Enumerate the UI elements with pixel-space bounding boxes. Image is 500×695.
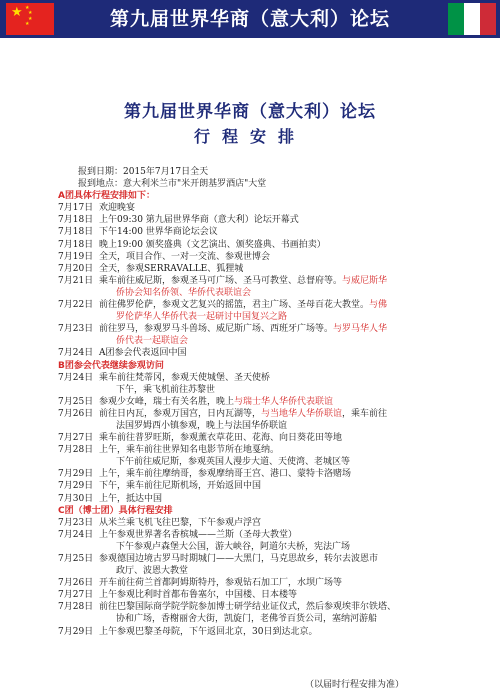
itinerary-desc bbox=[99, 468, 351, 480]
itinerary-date: 7月26日 bbox=[58, 578, 94, 589]
page-subtitle: 行程安排 bbox=[193, 127, 306, 146]
itinerary-row bbox=[58, 553, 478, 565]
itinerary-date: 7月17日 bbox=[58, 203, 94, 214]
itinerary-row bbox=[58, 589, 478, 601]
itinerary-date: 7月29日 bbox=[58, 626, 94, 637]
itinerary-text: 上午，乘车前往世界知名电影节所在地戛纳。 bbox=[99, 445, 280, 456]
itinerary-desc bbox=[99, 493, 162, 505]
banner-title: 第九届世界华商（意大利）论坛 bbox=[109, 8, 390, 30]
itinerary-highlight: 与当地华人华侨联谊 bbox=[261, 408, 343, 419]
itinerary-text: 乘车前往威尼斯，参观圣马可广场、圣马可教堂、总督府等。 bbox=[99, 275, 343, 286]
continuation-highlight: 侨协会知名侨领、华侨代表联谊会 bbox=[116, 287, 252, 298]
itinerary-continuation bbox=[58, 565, 478, 577]
itinerary-date: 7月24日 bbox=[58, 372, 94, 383]
section-heading: B团参会代表继续参观访问 bbox=[58, 360, 164, 371]
itinerary-date: 7月29日 bbox=[58, 469, 94, 480]
itinerary-row bbox=[58, 323, 478, 335]
itinerary-desc bbox=[99, 480, 261, 492]
itinerary-row bbox=[58, 493, 478, 505]
report-place: 报到地点：意大利米兰市"米开朗基罗酒店"大堂 bbox=[78, 179, 267, 190]
itinerary-row bbox=[58, 432, 478, 444]
itinerary-date: 7月23日 bbox=[58, 324, 94, 335]
itinerary-desc bbox=[99, 323, 387, 335]
itinerary-desc bbox=[99, 517, 261, 529]
itinerary-row bbox=[58, 601, 478, 613]
page-title: 第九届世界华商（意大利）论坛 bbox=[124, 102, 376, 122]
itinerary-row bbox=[58, 529, 478, 541]
itinerary-row bbox=[58, 275, 478, 287]
itinerary-text: 参观少女峰，瑞士有关名胜，晚上 bbox=[99, 396, 235, 407]
itinerary-desc bbox=[99, 275, 387, 287]
section-heading: C团（博士团）具体行程安排 bbox=[58, 505, 173, 516]
itinerary-highlight: 与威尼斯华 bbox=[342, 275, 388, 286]
itinerary-text-tail: ，乘车前往 bbox=[342, 408, 388, 419]
itinerary-continuation bbox=[58, 613, 478, 625]
itinerary-text: A团参会代表返回中国 bbox=[99, 348, 187, 359]
itinerary-text: 全天，参观SERRAVALLE、狐狸城 bbox=[99, 263, 244, 274]
itinerary-row bbox=[58, 577, 478, 589]
itinerary-date: 7月25日 bbox=[58, 396, 94, 407]
continuation-text: 协和广场，香榭丽舍大街，凯旋门，老佛爷百货公司，塞纳河游船 bbox=[116, 614, 378, 625]
itinerary-row bbox=[58, 468, 478, 480]
itinerary-continuation bbox=[58, 420, 478, 432]
itinerary-date: 7月19日 bbox=[58, 251, 94, 262]
itinerary-desc bbox=[99, 239, 326, 251]
itinerary-desc bbox=[99, 372, 270, 384]
itinerary-text: 下午，乘车前往尼斯机场，开始返回中国 bbox=[99, 481, 262, 492]
itinerary-row bbox=[58, 347, 478, 359]
itinerary-continuation bbox=[58, 384, 478, 396]
itinerary-row bbox=[58, 444, 478, 456]
itinerary-date: 7月18日 bbox=[58, 239, 94, 250]
itinerary-desc bbox=[99, 589, 297, 601]
itinerary-text: 参观德国边境古罗马时期城门——大黑门，马克思故乡，转尔去波恩市 bbox=[99, 554, 379, 564]
itinerary-row bbox=[58, 239, 478, 251]
itinerary-date: 7月28日 bbox=[58, 445, 94, 456]
itinerary-desc bbox=[99, 202, 135, 214]
itinerary-row bbox=[58, 372, 478, 384]
itinerary-row bbox=[58, 408, 478, 420]
itinerary-sections bbox=[58, 190, 478, 637]
itinerary-text: 下午14:00 世界华商论坛会议 bbox=[99, 227, 218, 238]
itinerary-date: 7月23日 bbox=[58, 517, 94, 528]
itinerary-text: 开车前往荷兰首都阿姆斯特丹，参观钻石加工厂，水坝广场等 bbox=[99, 578, 343, 589]
itinerary-row bbox=[58, 214, 478, 226]
itinerary-text: 前往日内瓦，参观万国宫，日内瓦湖等， bbox=[99, 408, 262, 419]
itinerary-date: 7月28日 bbox=[58, 602, 94, 613]
china-flag-icon: ★ ★ ★ ★ ★ bbox=[6, 3, 54, 35]
itinerary-desc bbox=[99, 553, 378, 565]
itinerary-continuation bbox=[58, 311, 478, 323]
continuation-text: 下午，乘飞机前往苏黎世 bbox=[116, 384, 216, 395]
itinerary-row bbox=[58, 626, 478, 638]
itinerary-highlight: 与佛 bbox=[369, 300, 388, 311]
itinerary-row bbox=[58, 226, 478, 238]
itinerary-desc bbox=[99, 263, 243, 275]
header-banner bbox=[0, 0, 500, 38]
itinerary-desc bbox=[99, 408, 387, 420]
itinerary-text: 上午，抵达中国 bbox=[99, 493, 163, 504]
continuation-text: 下午参观卢森堡大公国，游大峡谷，阿道尔夫桥，宪法广场 bbox=[116, 541, 351, 552]
itinerary-desc bbox=[99, 601, 396, 613]
itinerary-text: 上午参观巴黎圣母院，下午返回北京，30日到达北京。 bbox=[99, 626, 318, 637]
itinerary-continuation bbox=[58, 287, 478, 299]
itinerary-date: 7月30日 bbox=[58, 493, 94, 504]
itinerary-text: 上午参观比利时首都布鲁塞尔，中国楼、日本楼等 bbox=[99, 590, 298, 601]
itinerary-highlight: 与罗马华人华 bbox=[333, 324, 388, 335]
itinerary-desc bbox=[99, 214, 299, 226]
itinerary-row bbox=[58, 251, 478, 263]
itinerary-date: 7月24日 bbox=[58, 348, 94, 359]
itinerary-date: 7月21日 bbox=[58, 275, 94, 286]
itinerary-text: 上午参观世界著名香槟城——兰斯（圣母大教堂） bbox=[99, 529, 298, 540]
itinerary-desc bbox=[99, 444, 279, 456]
itinerary-text: 晚上19:00 颁奖盛典（文艺演出、颁奖盛典、书画拍卖） bbox=[99, 239, 326, 250]
itinerary-date: 7月27日 bbox=[58, 590, 94, 601]
section-heading: A团具体行程安排如下： bbox=[58, 191, 155, 202]
itinerary-text: 前往佛罗伦萨，参观文艺复兴的摇篮，君主广场、圣母百花大教堂。 bbox=[99, 300, 370, 311]
itinerary-row bbox=[58, 263, 478, 275]
itinerary-continuation bbox=[58, 335, 478, 347]
itinerary-text: 欢迎晚宴 bbox=[99, 203, 136, 214]
itinerary-continuation bbox=[58, 456, 478, 468]
itinerary-row bbox=[58, 480, 478, 492]
itinerary-row bbox=[58, 299, 478, 311]
itinerary-date: 7月18日 bbox=[58, 215, 94, 226]
itinerary-row bbox=[58, 202, 478, 214]
continuation-text: 政厅、波恩大教堂 bbox=[116, 566, 189, 577]
itinerary-desc bbox=[99, 577, 342, 589]
footer-note: （以届时行程安排为准） bbox=[304, 680, 404, 690]
itinerary-desc bbox=[99, 396, 333, 408]
itinerary-row bbox=[58, 517, 478, 529]
itinerary-date: 7月24日 bbox=[58, 529, 94, 540]
itinerary-text: 上午09:30 第九届世界华商（意大利）论坛开幕式 bbox=[99, 215, 299, 226]
itinerary-desc bbox=[99, 529, 297, 541]
continuation-text: 下午前往威尼斯，参观英国人漫步大道、天使湾、老城区等 bbox=[116, 457, 351, 468]
continuation-text: 法国罗姆西小镇参观，晚上与法国华侨联谊 bbox=[116, 420, 288, 431]
itinerary-date: 7月25日 bbox=[58, 554, 94, 564]
itinerary-row bbox=[58, 396, 478, 408]
itinerary-date: 7月22日 bbox=[58, 300, 94, 311]
itinerary bbox=[58, 166, 478, 638]
itinerary-continuation bbox=[58, 541, 478, 553]
italy-flag-icon bbox=[448, 3, 496, 35]
itinerary-desc bbox=[99, 432, 342, 444]
continuation-highlight: 罗伦萨华人华侨代表一起研讨中国复兴之路 bbox=[116, 312, 288, 323]
itinerary-text: 前往巴黎国际商学院学院参加博士研学结业证仪式，然后参观埃菲尔铁塔、 bbox=[99, 602, 397, 613]
itinerary-text: 全天，项目合作、一对一交流、参观世博会 bbox=[99, 251, 271, 262]
itinerary-date: 7月29日 bbox=[58, 481, 94, 492]
itinerary-text: 前往罗马，参观罗马斗兽场、威尼斯广场、西班牙广场等。 bbox=[99, 324, 334, 335]
itinerary-desc bbox=[99, 299, 387, 311]
itinerary-text: 乘车前往梵蒂冈，参观天使城堡、圣天使桥 bbox=[99, 372, 271, 383]
itinerary-desc bbox=[99, 251, 270, 263]
itinerary-date: 7月18日 bbox=[58, 227, 94, 238]
continuation-highlight: 侨代表一起联谊会 bbox=[116, 336, 189, 347]
itinerary-text: 从米兰乘飞机飞往巴黎，下午参观卢浮宫 bbox=[99, 517, 262, 528]
itinerary-date: 7月27日 bbox=[58, 433, 94, 444]
itinerary-desc bbox=[99, 226, 218, 238]
itinerary-text: 上午，乘车前往摩纳哥，参观摩纳哥王宫、港口、蒙特卡洛赌场 bbox=[99, 469, 352, 480]
itinerary-text: 乘车前往普罗旺斯，参观薰衣草花田、花海、向日葵花田等地 bbox=[99, 433, 343, 444]
itinerary-highlight: 与瑞士华人华侨代表联谊 bbox=[234, 396, 334, 407]
itinerary-date: 7月26日 bbox=[58, 408, 94, 419]
report-date: 报到日期：2015年7月17日全天 bbox=[78, 167, 209, 177]
itinerary-desc bbox=[99, 626, 317, 638]
itinerary-desc bbox=[99, 347, 187, 359]
itinerary-date: 7月20日 bbox=[58, 263, 94, 274]
